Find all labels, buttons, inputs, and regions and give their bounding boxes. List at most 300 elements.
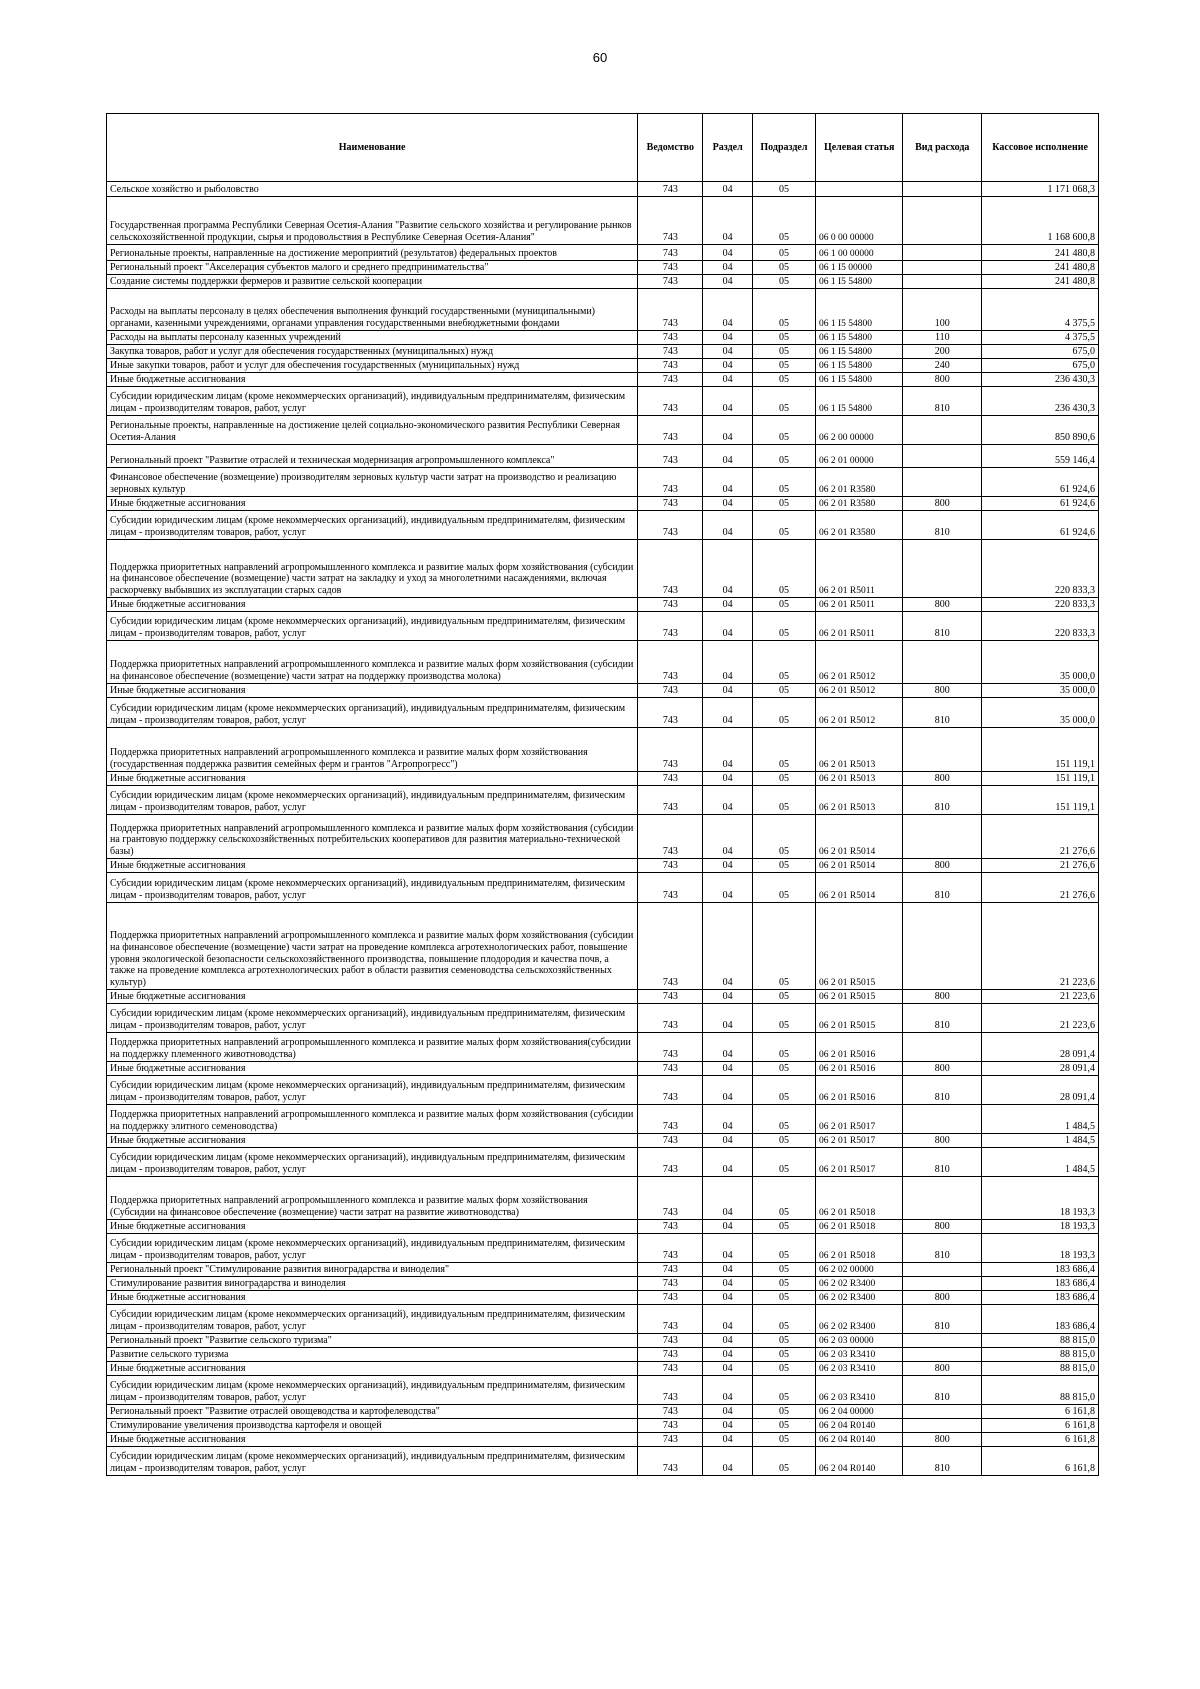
row-amount: 88 815,0: [982, 1376, 1099, 1405]
row-podrazdel: 05: [752, 859, 815, 873]
row-name: Субсидии юридическим лицам (кроме некоммерческих организаций), индивидуальным предпринимателям, физическим лицам - производителям товаров, работ, услуг: [107, 1148, 638, 1177]
row-expense-type: 810: [903, 612, 982, 641]
row-expense-type: 800: [903, 1134, 982, 1148]
row-razdel: 04: [703, 289, 752, 331]
row-podrazdel: 05: [752, 641, 815, 684]
row-target-article: 06 2 04 R0140: [816, 1433, 903, 1447]
table-row: [107, 1362, 1099, 1376]
row-razdel: 04: [703, 1277, 752, 1291]
table-row: [107, 815, 1099, 859]
row-expense-type: 800: [903, 1291, 982, 1305]
row-amount: 675,0: [982, 345, 1099, 359]
table-row: [107, 786, 1099, 815]
row-vedomstvo: 743: [638, 1334, 703, 1348]
row-target-article: 06 1 I5 54800: [816, 359, 903, 373]
row-vedomstvo: 743: [638, 728, 703, 772]
row-name: Субсидии юридическим лицам (кроме некоммерческих организаций), индивидуальным предпринимателям, физическим лицам - производителям товаров, работ, услуг: [107, 786, 638, 815]
row-vedomstvo: 743: [638, 684, 703, 698]
row-vedomstvo: 743: [638, 359, 703, 373]
row-amount: 6 161,8: [982, 1447, 1099, 1476]
row-razdel: 04: [703, 859, 752, 873]
table-row: [107, 359, 1099, 373]
row-name: Субсидии юридическим лицам (кроме некоммерческих организаций), индивидуальным предпринимателям, физическим лицам - производителям товаров, работ, услуг: [107, 612, 638, 641]
row-expense-type: 100: [903, 289, 982, 331]
row-amount: 236 430,3: [982, 373, 1099, 387]
row-razdel: 04: [703, 1148, 752, 1177]
row-expense-type: 800: [903, 772, 982, 786]
row-vedomstvo: 743: [638, 331, 703, 345]
row-target-article: 06 1 I5 54800: [816, 345, 903, 359]
row-target-article: 06 2 02 R3400: [816, 1291, 903, 1305]
row-target-article: 06 2 01 R5017: [816, 1105, 903, 1134]
table-row: [107, 859, 1099, 873]
row-target-article: 06 2 01 R5013: [816, 772, 903, 786]
row-expense-type: [903, 1263, 982, 1277]
row-expense-type: [903, 197, 982, 245]
row-target-article: 06 2 01 R5014: [816, 815, 903, 859]
row-expense-type: 800: [903, 990, 982, 1004]
row-expense-type: [903, 815, 982, 859]
row-razdel: 04: [703, 359, 752, 373]
row-expense-type: 110: [903, 331, 982, 345]
table-row: [107, 684, 1099, 698]
row-razdel: 04: [703, 245, 752, 261]
row-vedomstvo: 743: [638, 786, 703, 815]
row-razdel: 04: [703, 1033, 752, 1062]
row-amount: 850 890,6: [982, 416, 1099, 445]
row-name: Субсидии юридическим лицам (кроме некоммерческих организаций), индивидуальным предпринимателям, физическим лицам - производителям товаров, работ, услуг: [107, 1305, 638, 1334]
row-podrazdel: 05: [752, 1291, 815, 1305]
row-expense-type: [903, 1033, 982, 1062]
row-podrazdel: 05: [752, 1148, 815, 1177]
table-row: [107, 197, 1099, 245]
row-vedomstvo: 743: [638, 1305, 703, 1334]
row-target-article: 06 1 I5 54800: [816, 373, 903, 387]
table-row: [107, 1004, 1099, 1033]
row-amount: 28 091,4: [982, 1033, 1099, 1062]
row-target-article: 06 2 01 R5012: [816, 684, 903, 698]
row-target-article: 06 2 01 R3580: [816, 511, 903, 540]
row-podrazdel: 05: [752, 1348, 815, 1362]
row-vedomstvo: 743: [638, 612, 703, 641]
row-podrazdel: 05: [752, 990, 815, 1004]
row-amount: 1 484,5: [982, 1148, 1099, 1177]
row-podrazdel: 05: [752, 511, 815, 540]
row-podrazdel: 05: [752, 289, 815, 331]
row-name: Иные бюджетные ассигнования: [107, 684, 638, 698]
row-target-article: 06 2 01 R5011: [816, 598, 903, 612]
table-row: [107, 598, 1099, 612]
row-vedomstvo: 743: [638, 1433, 703, 1447]
row-razdel: 04: [703, 261, 752, 275]
row-vedomstvo: 743: [638, 1362, 703, 1376]
row-podrazdel: 05: [752, 1062, 815, 1076]
row-expense-type: 800: [903, 859, 982, 873]
row-expense-type: 810: [903, 1234, 982, 1263]
row-expense-type: 810: [903, 1148, 982, 1177]
header-razdel: Раздел: [703, 114, 752, 182]
row-amount: 1 171 068,3: [982, 182, 1099, 197]
row-vedomstvo: 743: [638, 598, 703, 612]
table-row: [107, 275, 1099, 289]
row-vedomstvo: 743: [638, 245, 703, 261]
row-podrazdel: 05: [752, 598, 815, 612]
row-vedomstvo: 743: [638, 1447, 703, 1476]
row-vedomstvo: 743: [638, 387, 703, 416]
row-podrazdel: 05: [752, 1033, 815, 1062]
row-podrazdel: 05: [752, 1134, 815, 1148]
row-vedomstvo: 743: [638, 859, 703, 873]
row-expense-type: 800: [903, 1062, 982, 1076]
header-podrazdel: Подраздел: [752, 114, 815, 182]
row-amount: 241 480,8: [982, 245, 1099, 261]
row-podrazdel: 05: [752, 387, 815, 416]
row-expense-type: [903, 641, 982, 684]
row-podrazdel: 05: [752, 497, 815, 511]
table-row: [107, 416, 1099, 445]
row-amount: 241 480,8: [982, 275, 1099, 289]
row-target-article: 06 2 01 R5018: [816, 1177, 903, 1220]
table-row: [107, 1291, 1099, 1305]
row-name: Иные бюджетные ассигнования: [107, 1220, 638, 1234]
row-amount: 220 833,3: [982, 598, 1099, 612]
table-row: [107, 612, 1099, 641]
row-expense-type: 800: [903, 1362, 982, 1376]
table-row: [107, 1234, 1099, 1263]
row-amount: 88 815,0: [982, 1334, 1099, 1348]
row-expense-type: 800: [903, 1433, 982, 1447]
row-amount: 61 924,6: [982, 511, 1099, 540]
row-vedomstvo: 743: [638, 772, 703, 786]
row-razdel: 04: [703, 445, 752, 468]
row-amount: 4 375,5: [982, 289, 1099, 331]
row-amount: 61 924,6: [982, 497, 1099, 511]
header-target-article: Целевая статья: [816, 114, 903, 182]
row-vedomstvo: 743: [638, 1234, 703, 1263]
row-razdel: 04: [703, 1076, 752, 1105]
row-amount: 1 484,5: [982, 1105, 1099, 1134]
row-name: Субсидии юридическим лицам (кроме некоммерческих организаций), индивидуальным предпринимателям, физическим лицам - производителям товаров, работ, услуг: [107, 1447, 638, 1476]
row-podrazdel: 05: [752, 612, 815, 641]
row-vedomstvo: 743: [638, 445, 703, 468]
table-row: [107, 873, 1099, 903]
row-amount: 220 833,3: [982, 612, 1099, 641]
table-row: [107, 387, 1099, 416]
row-amount: 151 119,1: [982, 772, 1099, 786]
row-expense-type: [903, 728, 982, 772]
row-expense-type: [903, 540, 982, 598]
row-razdel: 04: [703, 641, 752, 684]
table-row: [107, 1134, 1099, 1148]
row-expense-type: 200: [903, 345, 982, 359]
row-target-article: 06 2 02 R3400: [816, 1305, 903, 1334]
row-target-article: 06 2 03 R3410: [816, 1376, 903, 1405]
table-row: [107, 1220, 1099, 1234]
row-podrazdel: 05: [752, 1334, 815, 1348]
row-vedomstvo: 743: [638, 1076, 703, 1105]
row-razdel: 04: [703, 698, 752, 728]
table-row: [107, 468, 1099, 497]
row-amount: 559 146,4: [982, 445, 1099, 468]
row-target-article: 06 2 01 R5013: [816, 786, 903, 815]
row-name: Расходы на выплаты персоналу казенных учреждений: [107, 331, 638, 345]
table-row: [107, 1177, 1099, 1220]
row-name: Региональные проекты, направленные на достижение целей социально-экономического развития Республики Северная Осетия-Алания: [107, 416, 638, 445]
row-target-article: 06 2 04 00000: [816, 1405, 903, 1419]
row-vedomstvo: 743: [638, 1220, 703, 1234]
row-vedomstvo: 743: [638, 261, 703, 275]
row-vedomstvo: 743: [638, 1348, 703, 1362]
row-podrazdel: 05: [752, 275, 815, 289]
row-name: Региональный проект "Стимулирование развития виноградарства и виноделия": [107, 1263, 638, 1277]
row-podrazdel: 05: [752, 416, 815, 445]
row-target-article: 06 1 I5 54800: [816, 289, 903, 331]
row-amount: 183 686,4: [982, 1277, 1099, 1291]
row-razdel: 04: [703, 1004, 752, 1033]
page-number: 60: [592, 50, 608, 65]
table-row: [107, 1405, 1099, 1419]
row-podrazdel: 05: [752, 903, 815, 990]
row-name: Финансовое обеспечение (возмещение) производителям зерновых культур части затрат на производство и реализацию зерновых культур: [107, 468, 638, 497]
row-amount: 35 000,0: [982, 684, 1099, 698]
row-vedomstvo: 743: [638, 1291, 703, 1305]
row-target-article: 06 2 03 R3410: [816, 1362, 903, 1376]
row-amount: 1 168 600,8: [982, 197, 1099, 245]
row-razdel: 04: [703, 1177, 752, 1220]
row-vedomstvo: 743: [638, 540, 703, 598]
row-vedomstvo: 743: [638, 416, 703, 445]
row-amount: 241 480,8: [982, 261, 1099, 275]
row-amount: 21 223,6: [982, 1004, 1099, 1033]
row-target-article: 06 2 01 R5011: [816, 612, 903, 641]
row-target-article: 06 0 00 00000: [816, 197, 903, 245]
row-amount: 4 375,5: [982, 331, 1099, 345]
row-razdel: 04: [703, 345, 752, 359]
table-row: [107, 1062, 1099, 1076]
row-target-article: 06 1 00 00000: [816, 245, 903, 261]
row-amount: 1 484,5: [982, 1134, 1099, 1148]
row-name: Стимулирование развития виноградарства и виноделия: [107, 1277, 638, 1291]
row-podrazdel: 05: [752, 1105, 815, 1134]
row-amount: 18 193,3: [982, 1220, 1099, 1234]
budget-table: [106, 113, 1099, 1476]
row-expense-type: [903, 261, 982, 275]
row-vedomstvo: 743: [638, 698, 703, 728]
row-target-article: 06 1 I5 54800: [816, 387, 903, 416]
table-row: [107, 1305, 1099, 1334]
row-target-article: 06 2 01 R3580: [816, 468, 903, 497]
row-amount: 183 686,4: [982, 1305, 1099, 1334]
row-razdel: 04: [703, 331, 752, 345]
row-vedomstvo: 743: [638, 641, 703, 684]
row-name: Региональные проекты, направленные на достижение мероприятий (результатов) федеральных проектов: [107, 245, 638, 261]
row-name: Иные бюджетные ассигнования: [107, 1362, 638, 1376]
row-amount: 6 161,8: [982, 1433, 1099, 1447]
row-target-article: 06 2 03 R3410: [816, 1348, 903, 1362]
row-target-article: 06 2 01 R5016: [816, 1062, 903, 1076]
row-name: Создание системы поддержки фермеров и развитие сельской кооперации: [107, 275, 638, 289]
table-row: [107, 1277, 1099, 1291]
row-name: Иные бюджетные ассигнования: [107, 1433, 638, 1447]
row-podrazdel: 05: [752, 728, 815, 772]
row-amount: 21 276,6: [982, 859, 1099, 873]
row-amount: 21 276,6: [982, 815, 1099, 859]
row-vedomstvo: 743: [638, 1405, 703, 1419]
row-expense-type: 240: [903, 359, 982, 373]
row-podrazdel: 05: [752, 815, 815, 859]
row-razdel: 04: [703, 728, 752, 772]
row-razdel: 04: [703, 612, 752, 641]
row-razdel: 04: [703, 1263, 752, 1277]
table-body: [107, 182, 1099, 1476]
table-row: [107, 445, 1099, 468]
row-podrazdel: 05: [752, 1305, 815, 1334]
table-row: [107, 245, 1099, 261]
row-name: Поддержка приоритетных направлений агропромышленного комплекса и развитие малых форм хозяйствования (субсидии на финансовое обеспечение (возмещение) части затрат на проведение комплекса агротехнологических работ, повышение уровня экологической безопасности сельскохозяйственного производства, повышение плодородия и качества почв, а также на проведение комплекса агротехнологических работ в области развития семеноводства сельскохозяйственных культур): [107, 903, 638, 990]
table-row: [107, 1076, 1099, 1105]
row-target-article: 06 2 01 R5018: [816, 1220, 903, 1234]
row-target-article: 06 2 04 R0140: [816, 1419, 903, 1433]
row-razdel: 04: [703, 684, 752, 698]
row-expense-type: 810: [903, 1376, 982, 1405]
row-razdel: 04: [703, 1348, 752, 1362]
table-row: [107, 289, 1099, 331]
row-razdel: 04: [703, 1305, 752, 1334]
row-expense-type: [903, 468, 982, 497]
row-podrazdel: 05: [752, 1263, 815, 1277]
row-amount: 18 193,3: [982, 1177, 1099, 1220]
table-row: [107, 261, 1099, 275]
row-name: Сельское хозяйство и рыболовство: [107, 182, 638, 197]
row-razdel: 04: [703, 540, 752, 598]
row-name: Иные бюджетные ассигнования: [107, 1062, 638, 1076]
row-podrazdel: 05: [752, 245, 815, 261]
row-target-article: 06 2 01 R5012: [816, 698, 903, 728]
row-expense-type: [903, 445, 982, 468]
row-podrazdel: 05: [752, 1076, 815, 1105]
row-razdel: 04: [703, 197, 752, 245]
row-podrazdel: 05: [752, 698, 815, 728]
row-expense-type: [903, 416, 982, 445]
row-razdel: 04: [703, 1433, 752, 1447]
row-name: Поддержка приоритетных направлений агропромышленного комплекса и развитие малых форм хозяйствования (субсидии на поддержку элитного семеноводства): [107, 1105, 638, 1134]
row-expense-type: 810: [903, 698, 982, 728]
row-name: Региональный проект "Развитие сельского туризма": [107, 1334, 638, 1348]
row-amount: 6 161,8: [982, 1419, 1099, 1433]
row-razdel: 04: [703, 373, 752, 387]
row-vedomstvo: 743: [638, 511, 703, 540]
row-vedomstvo: 743: [638, 903, 703, 990]
row-podrazdel: 05: [752, 468, 815, 497]
table-row: [107, 1419, 1099, 1433]
row-target-article: 06 2 01 R5015: [816, 1004, 903, 1033]
row-podrazdel: 05: [752, 540, 815, 598]
header-vedomstvo: Ведомство: [638, 114, 703, 182]
row-razdel: 04: [703, 786, 752, 815]
row-name: Региональный проект "Развитие отраслей и техническая модернизация агропромышленного комплекса": [107, 445, 638, 468]
row-name: Поддержка приоритетных направлений агропромышленного комплекса и развитие малых форм хозяйствования (государственная поддержка развития семейных ферм и грантов "Агропрогресс"): [107, 728, 638, 772]
row-amount: 151 119,1: [982, 728, 1099, 772]
row-name: Поддержка приоритетных направлений агропромышленного комплекса и развитие малых форм хозяйствования (субсидии на финансовое обеспечение (возмещение) части затрат на поддержку производства молока): [107, 641, 638, 684]
row-podrazdel: 05: [752, 345, 815, 359]
row-target-article: 06 1 I5 54800: [816, 331, 903, 345]
table-row: [107, 182, 1099, 197]
row-target-article: 06 2 01 R5017: [816, 1148, 903, 1177]
row-target-article: 06 2 00 00000: [816, 416, 903, 445]
row-amount: 6 161,8: [982, 1405, 1099, 1419]
row-podrazdel: 05: [752, 1447, 815, 1476]
table-row: [107, 373, 1099, 387]
row-target-article: 06 2 02 R3400: [816, 1277, 903, 1291]
row-target-article: [816, 182, 903, 197]
row-name: Развитие сельского туризма: [107, 1348, 638, 1362]
row-podrazdel: 05: [752, 182, 815, 197]
row-razdel: 04: [703, 416, 752, 445]
row-name: Субсидии юридическим лицам (кроме некоммерческих организаций), индивидуальным предпринимателям, физическим лицам - производителям товаров, работ, услуг: [107, 873, 638, 903]
row-podrazdel: 05: [752, 1433, 815, 1447]
row-target-article: 06 2 01 R5015: [816, 990, 903, 1004]
row-amount: 61 924,6: [982, 468, 1099, 497]
row-name: Субсидии юридическим лицам (кроме некоммерческих организаций), индивидуальным предпринимателям, физическим лицам - производителям товаров, работ, услуг: [107, 698, 638, 728]
row-razdel: 04: [703, 387, 752, 416]
row-vedomstvo: 743: [638, 197, 703, 245]
row-expense-type: 810: [903, 873, 982, 903]
row-razdel: 04: [703, 1447, 752, 1476]
row-name: Закупка товаров, работ и услуг для обеспечения государственных (муниципальных) нужд: [107, 345, 638, 359]
row-expense-type: [903, 1348, 982, 1362]
row-podrazdel: 05: [752, 261, 815, 275]
table-row: [107, 698, 1099, 728]
row-amount: 21 223,6: [982, 903, 1099, 990]
row-amount: 28 091,4: [982, 1062, 1099, 1076]
row-vedomstvo: 743: [638, 1148, 703, 1177]
row-target-article: 06 2 01 R5015: [816, 903, 903, 990]
row-target-article: 06 2 01 00000: [816, 445, 903, 468]
row-vedomstvo: 743: [638, 1134, 703, 1148]
row-target-article: 06 2 04 R0140: [816, 1447, 903, 1476]
row-target-article: 06 2 01 R5016: [816, 1076, 903, 1105]
row-amount: 21 223,6: [982, 990, 1099, 1004]
row-vedomstvo: 743: [638, 497, 703, 511]
row-target-article: 06 2 01 R5018: [816, 1234, 903, 1263]
row-vedomstvo: 743: [638, 289, 703, 331]
row-target-article: 06 2 01 R5011: [816, 540, 903, 598]
row-expense-type: [903, 1334, 982, 1348]
row-name: Иные бюджетные ассигнования: [107, 772, 638, 786]
table-row: [107, 903, 1099, 990]
row-amount: 35 000,0: [982, 641, 1099, 684]
row-amount: 88 815,0: [982, 1362, 1099, 1376]
row-podrazdel: 05: [752, 1177, 815, 1220]
row-expense-type: 800: [903, 1220, 982, 1234]
table-row: [107, 497, 1099, 511]
row-razdel: 04: [703, 275, 752, 289]
row-razdel: 04: [703, 1405, 752, 1419]
row-name: Субсидии юридическим лицам (кроме некоммерческих организаций), индивидуальным предпринимателям, физическим лицам - производителям товаров, работ, услуг: [107, 1076, 638, 1105]
row-target-article: 06 2 01 R5013: [816, 728, 903, 772]
row-target-article: 06 1 I5 54800: [816, 275, 903, 289]
row-podrazdel: 05: [752, 1277, 815, 1291]
row-name: Иные бюджетные ассигнования: [107, 497, 638, 511]
row-expense-type: 810: [903, 786, 982, 815]
row-podrazdel: 05: [752, 331, 815, 345]
row-target-article: 06 2 01 R5014: [816, 859, 903, 873]
table-row: [107, 1348, 1099, 1362]
table-row: [107, 772, 1099, 786]
row-expense-type: 810: [903, 1076, 982, 1105]
row-target-article: 06 2 01 R5012: [816, 641, 903, 684]
row-vedomstvo: 743: [638, 1277, 703, 1291]
